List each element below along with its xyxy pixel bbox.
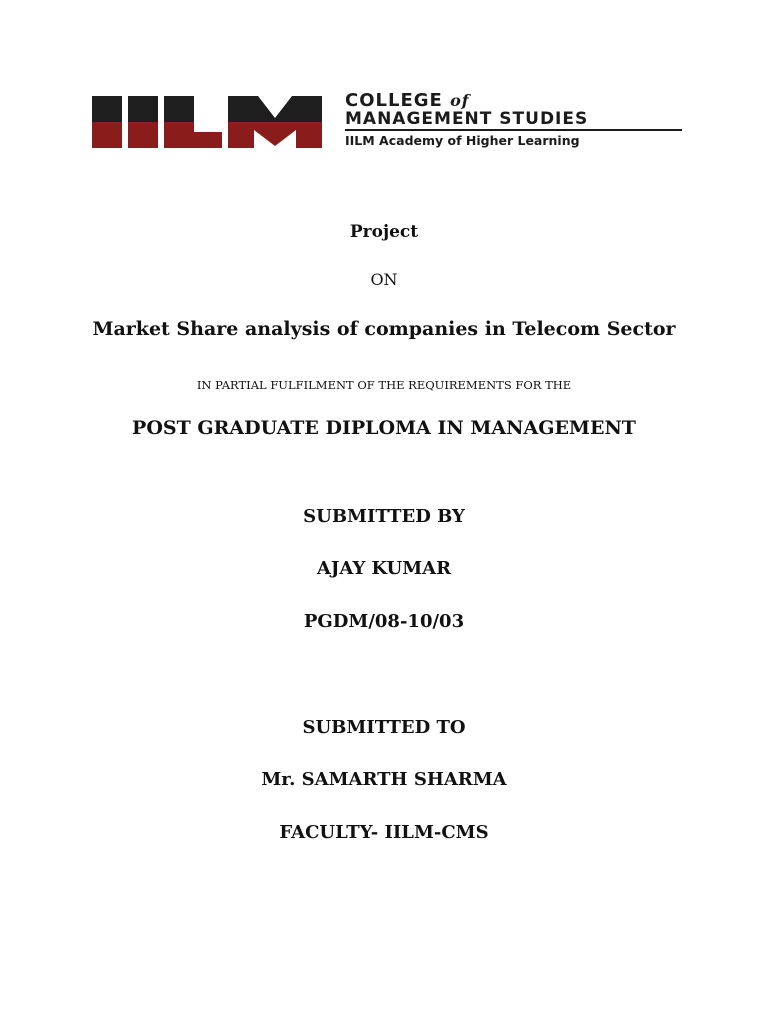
project-title: Market Share analysis of companies in Telecom Sector	[92, 318, 676, 340]
submitted-by-label: SUBMITTED BY	[303, 506, 465, 527]
submitted-to-label: SUBMITTED TO	[302, 717, 466, 738]
fulfilment-text: IN PARTIAL FULFILMENT OF THE REQUIREMENTS FOR THE	[196, 378, 572, 392]
college-line: COLLEGE of	[345, 90, 470, 111]
student-name: AJAY KUMAR	[316, 558, 452, 579]
degree-name: POST GRADUATE DIPLOMA IN MANAGEMENT	[132, 417, 636, 439]
faculty-affiliation: FACULTY- IILM-CMS	[279, 822, 489, 843]
management-studies-line: MANAGEMENT STUDIES	[345, 110, 682, 131]
iilm-logo-mark	[92, 96, 322, 148]
on-label: ON	[370, 270, 398, 289]
college-logo	[92, 92, 682, 154]
project-label: Project	[349, 222, 419, 242]
college-name-block	[345, 92, 682, 149]
roll-number: PGDM/08-10/03	[303, 611, 465, 632]
faculty-name: Mr. SAMARTH SHARMA	[261, 769, 507, 790]
academy-line: IILM Academy of Higher Learning	[345, 133, 580, 148]
